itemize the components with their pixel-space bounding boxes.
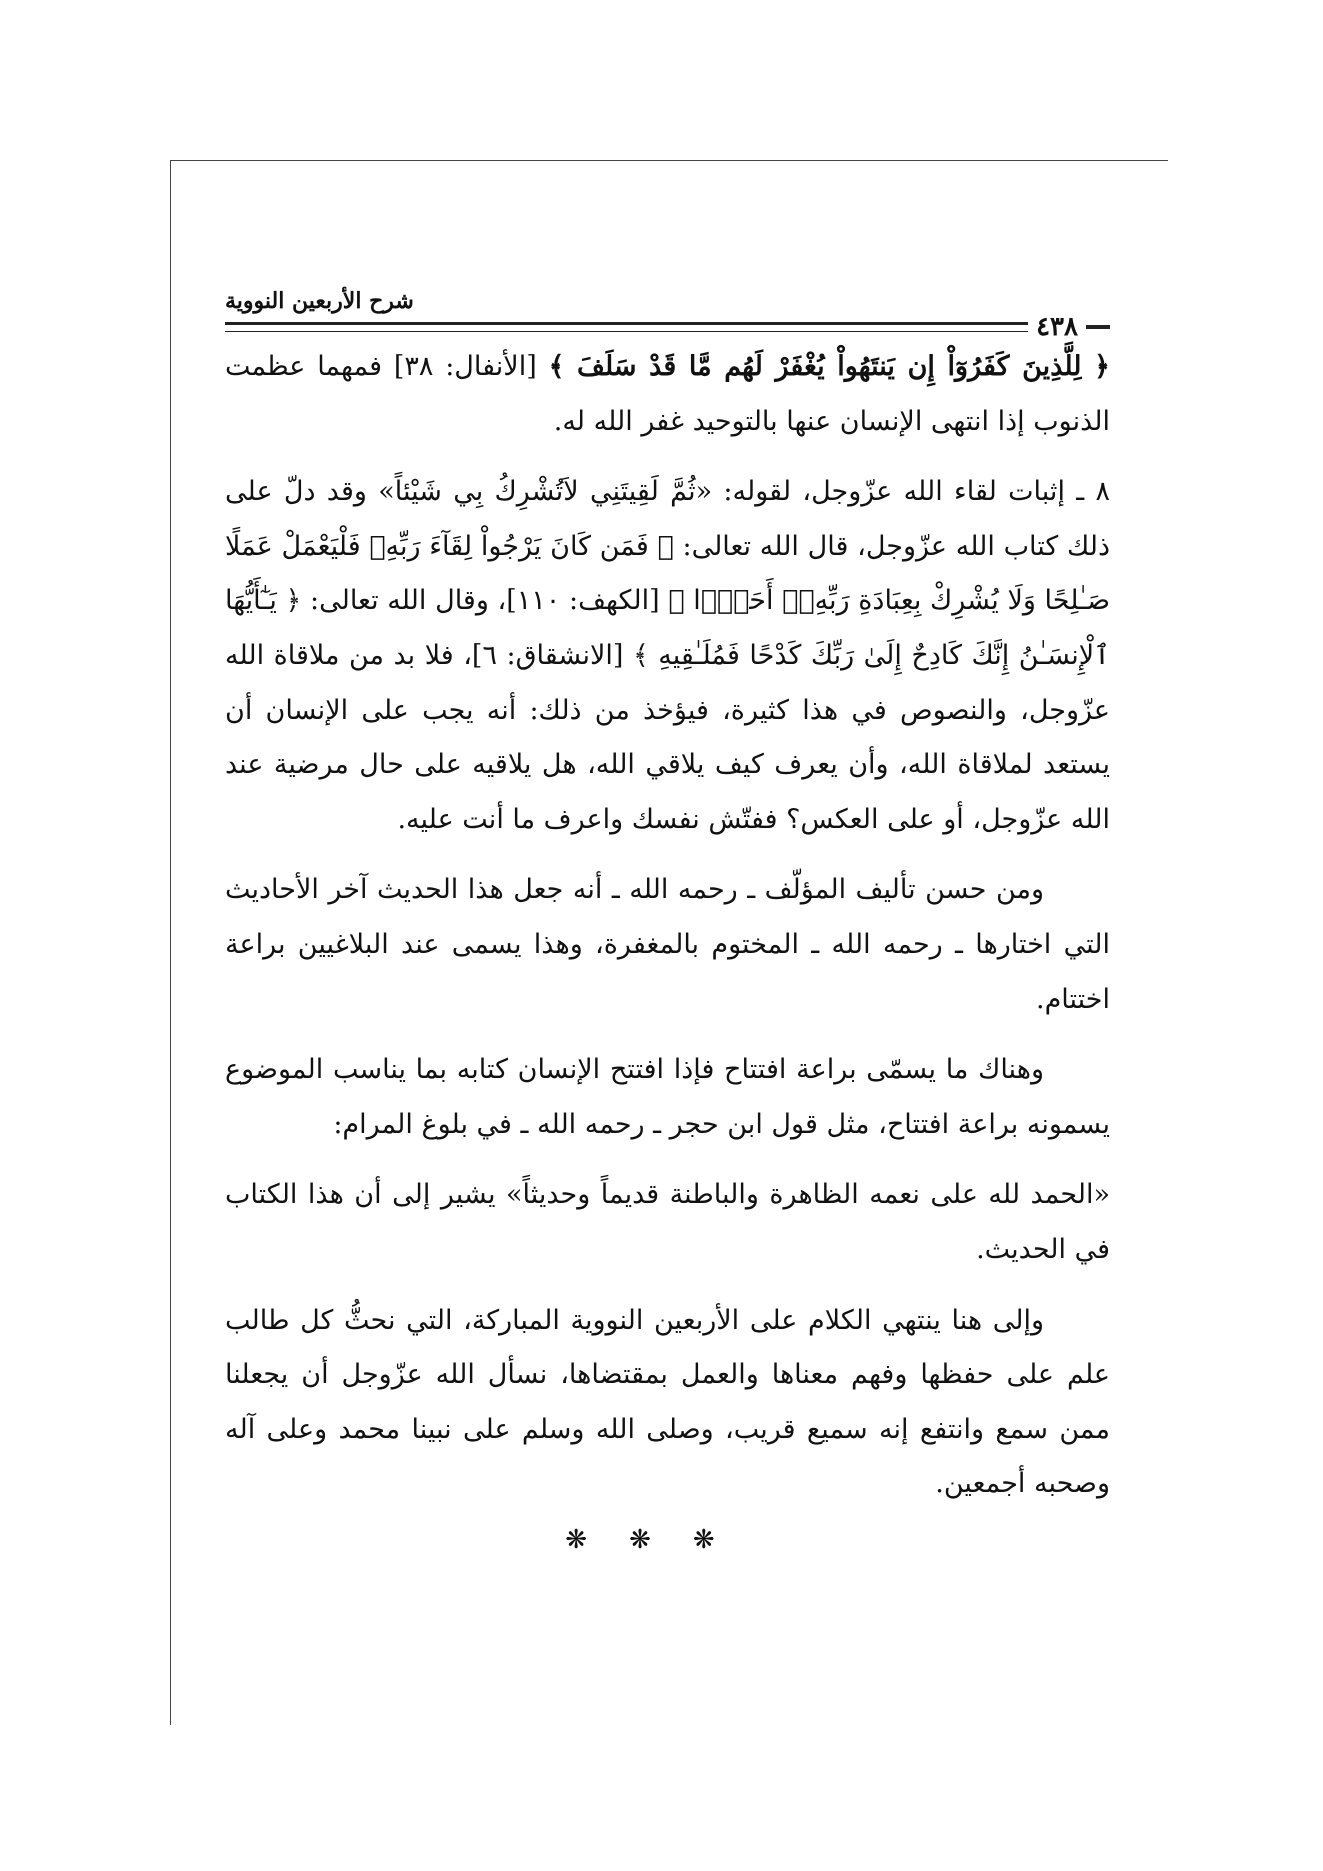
paragraph-bulugh-quote: «الحمد لله على نعمه الظاهرة والباطنة قديماً وحديثاً» يشير إلى أن هذا الكتاب في الحديث. <box>225 1179 1110 1265</box>
header-rule <box>225 322 1028 332</box>
book-page <box>225 280 1110 1558</box>
header-rule-lead <box>1086 325 1110 329</box>
running-title: شرح الأربعين النووية <box>225 288 414 314</box>
paragraph-point-8: ٨ ـ إثبات لقاء الله عزّوجل، لقوله: «ثُمَّ لَقِيتَنِي لاَتُشْرِكُ بِي شَيْئاً» وقد دلّ على ذلك كتاب الله عزّوجل، قال الله تعالى: ﴿ فَمَن كَانَ يَرْجُواْ لِقَآءَ رَبِّهِۦ فَلْيَعْمَلْ عَمَلًا صَـٰلِحًا وَلَا يُشْرِكْ بِعِبَادَةِ رَبِّهِۦٓ أَحَدًۢا ﴾ [الكهف: ١١٠]، وقال الله تعالى: ﴿ يَـٰٓأَيُّهَا ٱلْإِنسَـٰنُ إِنَّكَ كَادِحٌ إِلَىٰ رَبِّكَ كَدْحًا فَمُلَـٰقِيهِ ﴾ [الانشقاق: ٦]، فلا بد من ملاقاة الله عزّوجل، والنصوص في هذا كثيرة، فيؤخذ من ذلك: أنه يجب على الإنسان أن يستعد لملاقاة الله، وأن يعرف كيف يلاقي الله، هل يلاقيه على حال مرضية عند الله عزّوجل، أو على العكس؟ ففتّش نفسك واعرف ما أنت عليه. <box>225 476 1110 835</box>
ornament-star-icon: ❋ <box>692 1524 715 1555</box>
body-text <box>225 340 1110 1512</box>
ornament-star-icon: ❋ <box>565 1524 588 1555</box>
end-ornament <box>225 1522 1055 1558</box>
page-crop-border-top <box>170 160 1168 161</box>
paragraph-author-ending: ومن حسن تأليف المؤلّف ـ رحمه الله ـ أنه جعل هذا الحديث آخر الأحاديث التي اختارها ـ رحمه الله ـ المختوم بالمغفرة، وهذا يسمى عند البلاغيين براعة اختتام. <box>225 874 1110 1015</box>
page-crop-border-left <box>170 160 171 1725</box>
paragraph-text: [الأنفال: ٣٨] فمهما عظمت الذنوب إذا انتهى الإنسان عنها بالتوحيد غفر الله له. <box>225 351 1110 437</box>
paragraph-opening-style: وهناك ما يسمّى براعة افتتاح فإذا افتتح الإنسان كتابه بما يناسب الموضوع يسمونه براعة افتتاح، مثل قول ابن حجر ـ رحمه الله ـ في بلوغ المرام: <box>225 1054 1110 1140</box>
paragraph-closing: وإلى هنا ينتهي الكلام على الأربعين النووية المباركة، التي نحثُّ كل طالب علم على حفظها وفهم معناها والعمل بمقتضاها، نسأل الله عزّوجل أن يجعلنا ممن سمع وانتفع إنه سميع قريب، وصلى الله وسلم على نبينا محمد وعلى آله وصحبه أجمعين. <box>225 1304 1110 1500</box>
header-rule-row <box>225 312 1110 342</box>
running-head <box>225 280 1110 316</box>
paragraph-verse-anfal <box>225 340 1110 449</box>
quran-verse-anfal: ﴿ لِلَّذِينَ كَفَرُوٓاْ إِن يَنتَهُواْ يُغْفَرْ لَهُم مَّا قَدْ سَلَفَ ﴾ <box>548 351 1110 382</box>
page-number: ٤٣٨ <box>1036 312 1078 342</box>
ornament-star-icon: ❋ <box>629 1524 651 1555</box>
